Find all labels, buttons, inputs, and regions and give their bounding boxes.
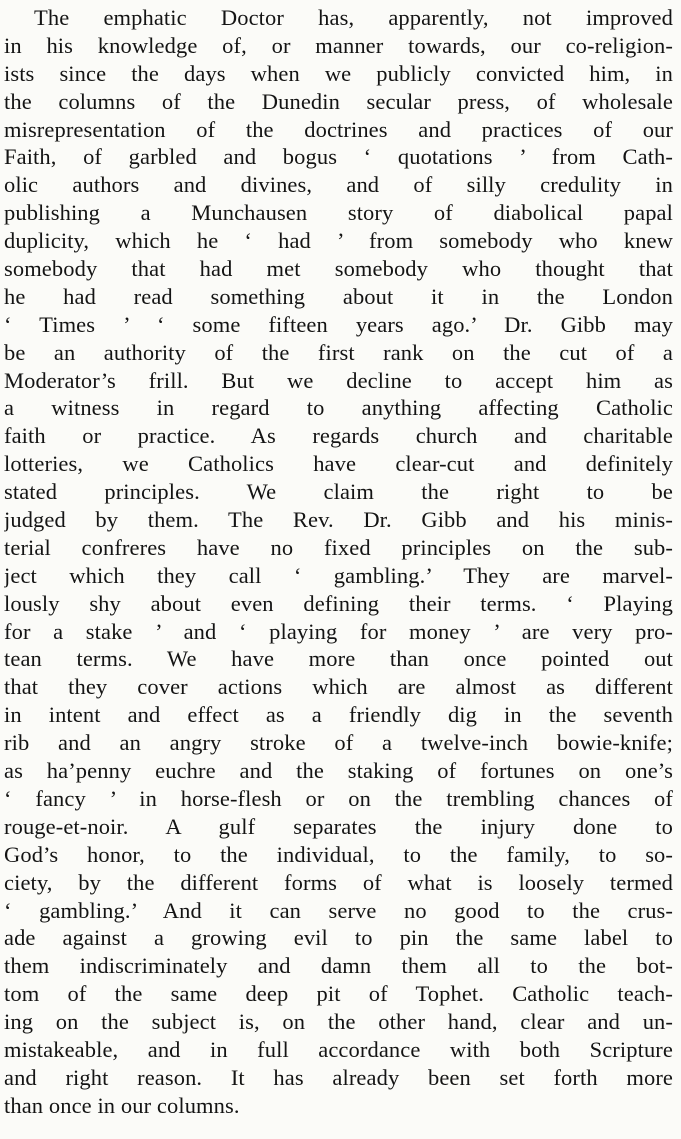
article-line: as ha’penny euchre and the staking of fortunes on one’s [4, 758, 673, 784]
article-line: Moderator’s frill. But we decline to accept him as [4, 367, 673, 393]
article-line: be an authority of the first rank on the cut of a [4, 339, 673, 365]
article-line: lotteries, we Catholics have clear-cut and definitely [4, 451, 673, 477]
article-line: ade against a growing evil to pin the same label to [4, 925, 673, 951]
article-line: ject which they call ‘ gambling.’ They are marvel- [4, 562, 673, 588]
article-line: in intent and effect as a friendly dig in the seventh [4, 702, 673, 728]
article-line: somebody that had met somebody who thought that [4, 256, 673, 282]
article-line: ‘ fancy ’ in horse-flesh or on the trembling chances of [4, 785, 673, 811]
article-line: misrepresentation of the doctrines and practices of our [4, 116, 673, 142]
article-line: tean terms. We have more than once pointed out [4, 646, 673, 672]
article-line: mistakeable, and in full accordance with both Scripture [4, 1036, 673, 1062]
article-line: ing on the subject is, on the other hand, clear and un- [4, 1009, 673, 1035]
article-line: stated principles. We claim the right to be [4, 479, 673, 505]
article-line: them indiscriminately and damn them all to the bot- [4, 953, 673, 979]
article-line: rouge-et-noir. A gulf separates the injury done to [4, 813, 673, 839]
article-line: judged by them. The Rev. Dr. Gibb and his minis- [4, 507, 673, 533]
article-line: lously shy about even defining their terms. ‘ Playing [4, 590, 673, 616]
article-line: rib and an angry stroke of a twelve-inch bowie-knife; [4, 730, 673, 756]
article-line: publishing a Munchausen story of diabolical papal [4, 200, 673, 226]
article-line: Faith, of garbled and bogus ‘ quotations ’ from Cath- [4, 144, 673, 170]
article-line: than once in our columns. [4, 1092, 240, 1118]
article-line: terial confreres have no fixed principles on the sub- [4, 534, 673, 560]
article-line: God’s honor, to the individual, to the family, to so- [4, 841, 673, 867]
article-column [4, 4, 673, 1120]
article-line: ists since the days when we publicly convicted him, in [4, 60, 673, 86]
article-line: the columns of the Dunedin secular press, of wholesale [4, 88, 673, 114]
article-line: olic authors and divines, and of silly credulity in [4, 172, 673, 198]
article-line: for a stake ’ and ‘ playing for money ’ are very pro- [4, 618, 673, 644]
article-line: that they cover actions which are almost as different [4, 674, 673, 700]
article-line: duplicity, which he ‘ had ’ from somebody who knew [4, 228, 673, 254]
article-line: a witness in regard to anything affecting Catholic [4, 395, 673, 421]
article-line: in his knowledge of, or manner towards, our co-religion- [4, 32, 673, 58]
article-line: ciety, by the different forms of what is loosely termed [4, 869, 673, 895]
article-line: The emphatic Doctor has, apparently, not improved [34, 5, 673, 30]
article-line: ‘ gambling.’ And it can serve no good to the crus- [4, 897, 673, 923]
article-line: faith or practice. As regards church and charitable [4, 423, 673, 449]
article-line: ‘ Times ’ ‘ some fifteen years ago.’ Dr. Gibb may [4, 311, 673, 337]
article-line: and right reason. It has already been set forth more [4, 1064, 673, 1090]
article-line: he had read something about it in the London [4, 283, 673, 309]
article-line: tom of the same deep pit of Tophet. Catholic teach- [4, 981, 673, 1007]
